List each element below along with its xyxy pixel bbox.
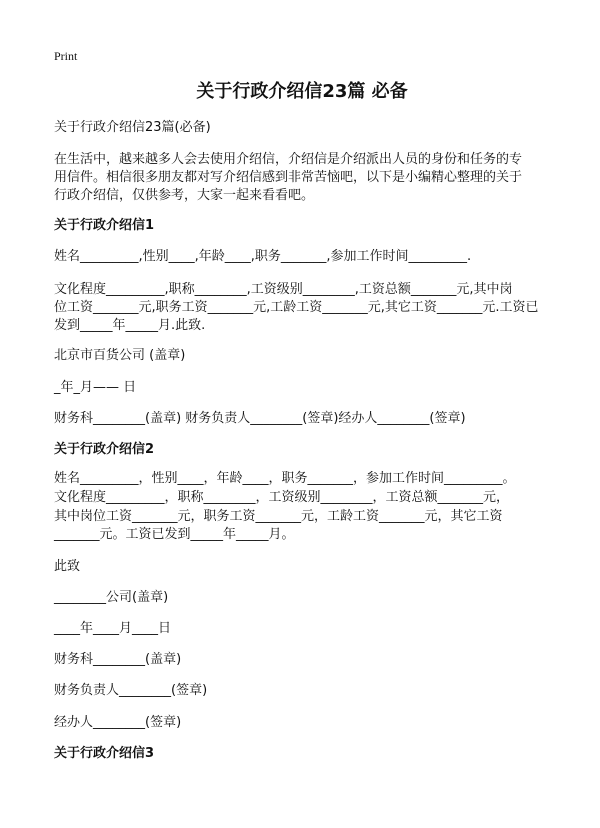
page-title: 关于行政介绍信23篇 必备 <box>196 81 408 102</box>
document-page <box>54 0 550 828</box>
section1-company: 北京市百货公司 (盖章) <box>54 348 186 363</box>
section1-date: _年_月—— 日 <box>54 380 137 395</box>
section2-company: ________公司(盖章) <box>54 590 169 605</box>
section1-form-line-3: 位工资_______元,职务工资_______元,工龄工资_______元,其它工资_______元.工资已 <box>54 300 539 315</box>
section2-date: ____年____月____日 <box>54 621 172 636</box>
section1-form-line-1: 姓名_________,性别____,年龄____,职务_______,参加工作时间_________. <box>54 249 472 264</box>
section-heading-1: 关于行政介绍信1 <box>54 218 155 233</box>
section2-sign-finance: 财务科________(盖章) <box>54 652 182 667</box>
section1-form-paragraph <box>54 281 550 335</box>
section2-form-line-4: _______元。工资已发到_____年_____月。 <box>54 527 295 542</box>
intro-line: 行政介绍信，仅供参考，大家一起来看看吧。 <box>54 188 315 203</box>
intro-line: 在生活中，越来越多人会去使用介绍信，介绍信是介绍派出人员的身份和任务的专 <box>54 152 523 167</box>
section2-form-line-1: 姓名_________，性别____，年龄____，职务_______，参加工作时间_________。 <box>54 471 516 486</box>
section2-sign-handler: 经办人________(签章) <box>54 715 182 730</box>
section2-form-line-2: 文化程度_________，职称________，工资级别________，工资总额_______元， <box>54 490 510 505</box>
section2-form-line-3: 其中岗位工资_______元，职务工资_______元，工龄工资_______元，其它工资 <box>54 509 503 524</box>
section1-form-line-4: 发到_____年_____月.此致. <box>54 318 206 333</box>
section2-sign-head: 财务负责人________(签章) <box>54 683 208 698</box>
print-link[interactable]: Print <box>54 49 78 63</box>
section-heading-2: 关于行政介绍信2 <box>54 442 155 457</box>
section-heading-3: 关于行政介绍信3 <box>54 746 155 761</box>
section1-signatures: 财务科________(盖章) 财务负责人________(签章)经办人________(签章) <box>54 411 466 426</box>
intro-paragraph <box>54 151 550 205</box>
section1-form-line-2: 文化程度_________,职称________,工资级别________,工资总额_______元,其中岗 <box>54 282 513 297</box>
document-subtitle: 关于行政介绍信23篇(必备) <box>54 120 211 135</box>
section2-closing: 此致 <box>54 559 81 574</box>
intro-line: 用信件。相信很多朋友都对写介绍信感到非常苦恼吧，以下是小编精心整理的关于 <box>54 170 523 185</box>
